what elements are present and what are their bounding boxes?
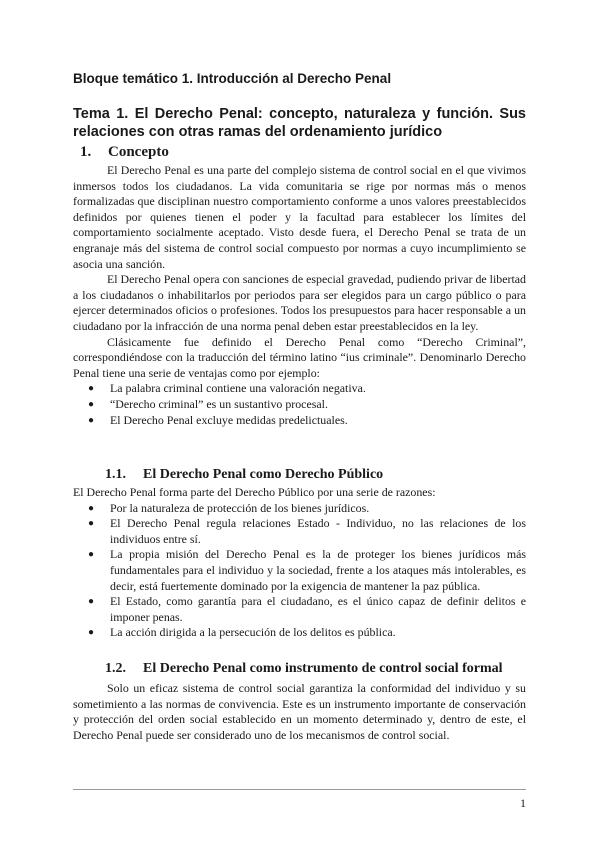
list-item-text: El Derecho Penal regula relaciones Estado - Individuo, no las relaciones de los individuos entre sí. xyxy=(110,516,526,546)
section-1-1-heading xyxy=(105,467,383,483)
section-1-1-body xyxy=(73,485,526,641)
bullet-icon: ● xyxy=(88,414,95,426)
list-item xyxy=(73,547,526,594)
list-item-text: “Derecho criminal” es un sustantivo procesal. xyxy=(110,396,328,411)
bullet-icon: ● xyxy=(88,383,95,395)
block-title: Bloque temático 1. Introducción al Derecho Penal xyxy=(73,71,392,86)
paragraph: Clásicamente fue definido el Derecho Penal como “Derecho Criminal”, correspondiéndose con la traducción del término latino “ius criminale”. Denominarlo Derecho Penal tiene una serie de ventajas como por ejemplo: xyxy=(73,334,526,380)
paragraph: El Derecho Penal es una parte del complejo sistema de control social en el que vivimos inmersos todos los ciudadanos. La vida comunitaria se rige por normas más o menos formalizadas que disciplinan nuestro comportamiento conforme a unos valores preestablecidos definidos por quienes tienen el poder y la facultad para establecer los límites del comportamiento socialmente aceptado. Visto desde fuera, el Derecho Penal se trata de un engranaje más del sistema de control social compuesto por normas a cuyo incumplimiento se asocia una sanción. xyxy=(73,163,526,271)
list-item-text: La palabra criminal contiene una valoración negativa. xyxy=(110,381,366,396)
list-item xyxy=(73,594,526,625)
section-1-title: Concepto xyxy=(108,144,169,160)
list-item xyxy=(73,397,526,413)
section-1-number: 1. xyxy=(80,144,92,160)
section-1-2-body xyxy=(73,681,526,743)
footer-divider xyxy=(73,789,526,790)
list-item xyxy=(73,381,526,397)
section-1-body xyxy=(73,163,526,428)
list-item-text: La acción dirigida a la persecución de los delitos es pública. xyxy=(110,625,396,640)
list-item-text: La propia misión del Derecho Penal es la de proteger los bienes jurídicos más fundamentales para el individuo y la sociedad, frente a los ataques más intolerables, es decir, está fuertemente dominado por la exigencia de mantener la paz pública. xyxy=(110,547,526,593)
bullet-icon: ● xyxy=(88,518,95,530)
section-1-heading xyxy=(80,144,169,161)
paragraph: El Derecho Penal opera con sanciones de especial gravedad, pudiendo privar de libertad a los ciudadanos o inhabilitarlos por periodos para ser elegidos para un cargo público o para ejercer determinados oficios o profesiones. Todos los presupuestos para hacer responsable a un ciudadano por la infracción de una norma penal deben estar preestablecidos en la ley. xyxy=(73,272,526,333)
bullet-icon: ● xyxy=(88,549,95,561)
page-number: 1 xyxy=(520,796,526,810)
list-item xyxy=(73,501,526,517)
section-1-bullet-list xyxy=(73,381,526,428)
bullet-icon: ● xyxy=(88,596,95,608)
section-1-1-intro: El Derecho Penal forma parte del Derecho Público por una serie de razones: xyxy=(73,485,436,499)
bullet-icon: ● xyxy=(88,627,95,639)
section-1-1-bullet-list xyxy=(73,501,526,641)
tema-title: Tema 1. El Derecho Penal: concepto, naturaleza y función. Sus relaciones con otras ramas del ordenamiento jurídico xyxy=(73,106,526,140)
section-1-1-number: 1.1. xyxy=(105,467,126,482)
list-item-text: Por la naturaleza de protección de los bienes jurídicos. xyxy=(110,500,370,515)
list-item-text: El Derecho Penal excluye medidas predelictuales. xyxy=(110,412,348,427)
section-1-2-number: 1.2. xyxy=(105,661,126,676)
bullet-icon: ● xyxy=(88,398,95,410)
bullet-icon: ● xyxy=(88,502,95,514)
section-1-2-title: El Derecho Penal como instrumento de control social formal xyxy=(143,661,503,676)
paragraph: Solo un eficaz sistema de control social garantiza la conformidad del individuo y su sometimiento a las normas de convivencia. Este es un instrumento importante de conservación y protección del orden social establecido en un momento determinado y, dentro de este, el Derecho Penal puede ser considerado uno de los mecanismos de control social. xyxy=(73,681,526,742)
section-1-2-heading xyxy=(105,661,503,677)
list-item-text: El Estado, como garantía para el ciudadano, es el único capaz de definir delitos e imponer penas. xyxy=(110,594,526,624)
list-item xyxy=(73,516,526,547)
list-item xyxy=(73,413,526,429)
section-1-1-title: El Derecho Penal como Derecho Público xyxy=(143,467,384,482)
list-item xyxy=(73,625,526,641)
